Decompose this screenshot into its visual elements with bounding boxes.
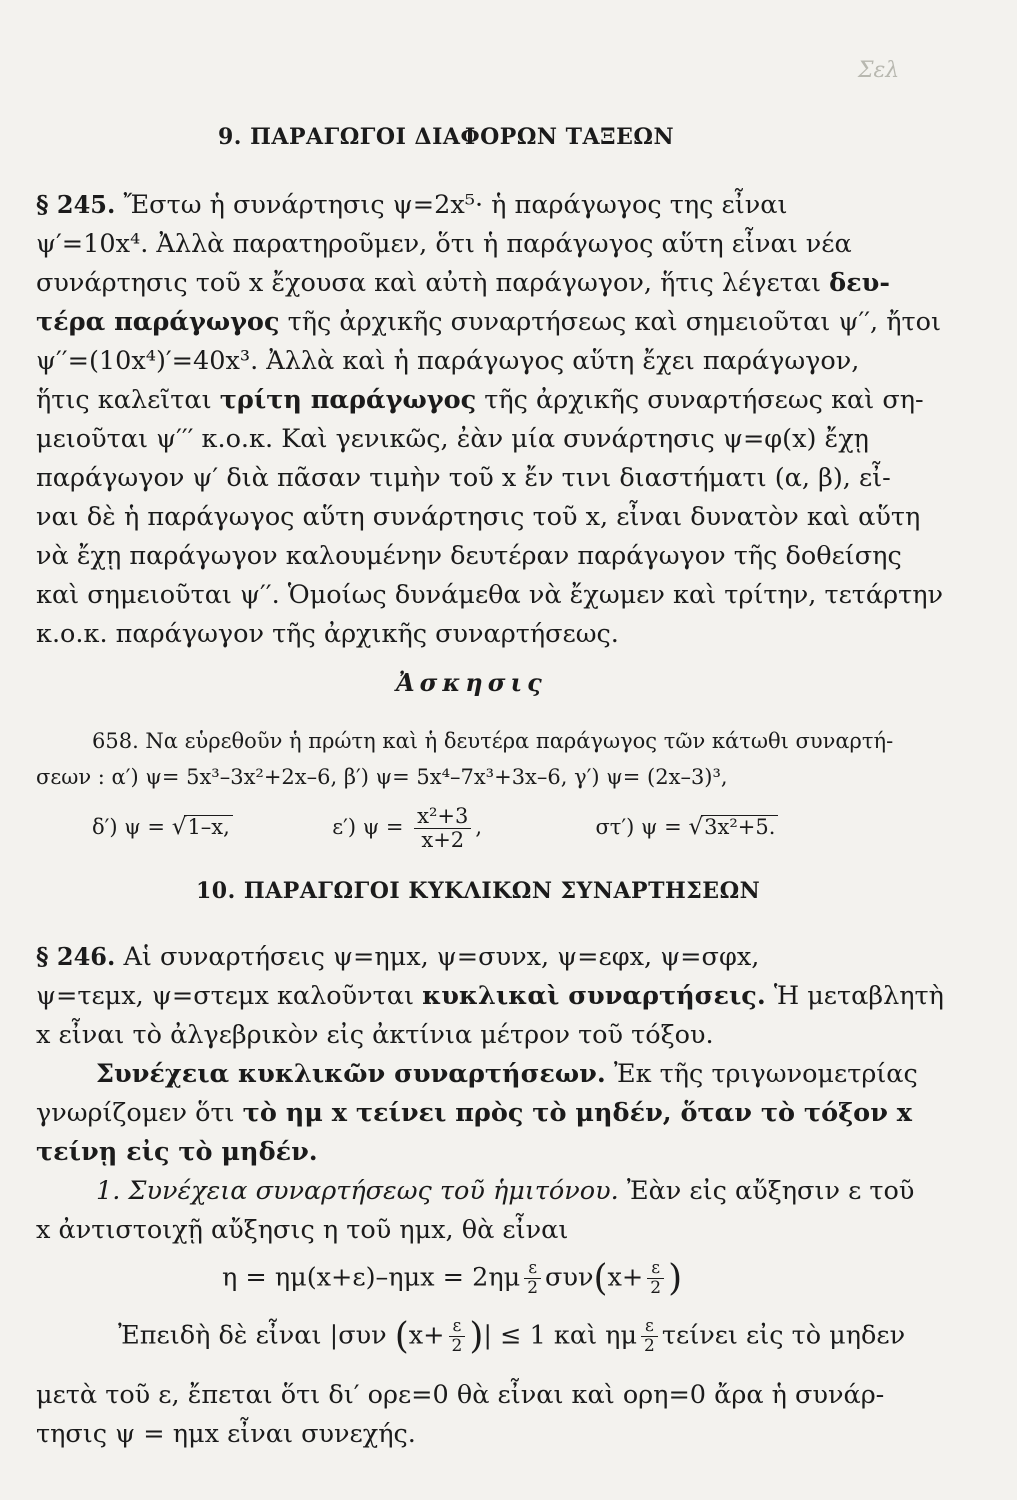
- exercise-d-radicand: 1–x,: [184, 815, 232, 838]
- section-9-heading: 9. ΠΑΡΑΓΩΓΟΙ ΔΙΑΦΟΡΩΝ ΤΑΞΕΩΝ: [218, 124, 675, 150]
- exercise-e-fraction: [414, 805, 471, 852]
- s9-line-6: ἥτις καλεῖται τρίτη παράγωγος τῆς ἀρχικῆς συναρτήσεως καὶ ση-: [36, 385, 924, 415]
- s9-line-12: κ.ο.κ. παράγωγον τῆς ἀρχικῆς συναρτήσεως.: [36, 619, 619, 649]
- s9-line-7: μειοῦται ψ′′′ κ.ο.κ. Καὶ γενικῶς, ἐὰν μία συνάρτησις ψ=φ(x) ἔχῃ: [36, 424, 869, 454]
- exercise-658-intro: 658. Να εὑρεθοῦν ἡ πρώτη καὶ ἡ δευτέρα παράγωγος τῶν κάτωθι συναρτή-: [92, 729, 894, 753]
- exercise-e-comma: ,: [475, 815, 483, 840]
- s10-p2-line-1: Συνέχεια κυκλικῶν συναρτήσεων. Ἐκ τῆς τριγωνομετρίας: [96, 1059, 918, 1089]
- exercise-658-line3: [92, 805, 892, 852]
- s9-line-1-text: Ἔστω ἡ συνάρτησις ψ=2x⁵· ἡ παράγωγος της εἶναι: [123, 190, 788, 220]
- bold-term-triti: τρίτη παράγωγος: [219, 385, 477, 415]
- s9-line-5: ψ′′=(10x⁴)′=40x³. Ἀλλὰ καὶ ἡ παράγωγος αὕτη ἔχει παράγωγον,: [36, 346, 860, 376]
- exercise-e-numerator: x²+3: [414, 805, 471, 829]
- s9-line-11: καὶ σημειοῦται ψ′′. Ὁμοίως δυνάμεθα νὰ ἔχωμεν καὶ τρίτην, τετάρτην: [36, 580, 943, 610]
- s10-p3-line-2: x ἀντιστοιχῇ αὔξησις η τοῦ ημx, θὰ εἶναι: [36, 1215, 569, 1245]
- sqrt-icon: √: [171, 814, 187, 841]
- formula-2: Ἐπειδὴ δὲ εἶναι |συν (x+ $\frac{\varepsilon}{2}$ )| ≤ 1 καὶ ημ $\frac{\varepsilon}{2}$ τείνει εἰς τὸ μηδεν: [118, 1316, 906, 1357]
- exercise-st-radicand: 3x²+5.: [701, 815, 778, 838]
- s10-p4-line-2: τησις ψ = ημx εἶναι συνεχής.: [36, 1419, 416, 1449]
- s10-p1-line-3: x εἶναι τὸ ἀλγεβρικὸν εἰς ἀκτίνια μέτρον τοῦ τόξου.: [36, 1020, 714, 1050]
- s9-line-1: § 245. Ἔστω ἡ συνάρτησις ψ=2x⁵· ἡ παράγωγος της εἶναι: [36, 190, 788, 220]
- s10-p3-line-1: 1. Συνέχεια συναρτήσεως τοῦ ἡμιτόνου. Ἐὰν εἰς αὔξησιν ε τοῦ: [96, 1176, 915, 1206]
- s9-line-8: παράγωγον ψ′ διὰ πᾶσαν τιμὴν τοῦ x ἔν τινι διαστήματι (α, β), εἶ-: [36, 463, 891, 493]
- s10-p4-line-1: μετὰ τοῦ ε, ἔπεται ὅτι δι′ ορε=0 θὰ εἶναι καὶ ορη=0 ἄρα ἡ συνάρ-: [36, 1380, 885, 1410]
- s9-line-10: νὰ ἔχῃ παράγωγον καλουμένην δευτέραν παράγωγον τῆς δοθείσης: [36, 541, 902, 571]
- s10-p1-line-1-text: Αἱ συναρτήσεις ψ=ημx, ψ=συνx, ψ=εφx, ψ=σφx,: [123, 942, 760, 972]
- sqrt-icon: √: [688, 814, 704, 841]
- s9-line-4: τέρα παράγωγος τῆς ἀρχικῆς συναρτήσεως καὶ σημειοῦται ψ′′, ἤτοι: [36, 307, 941, 337]
- s10-p2-line-3-text: τείνῃ εἰς τὸ μηδέν.: [36, 1137, 318, 1167]
- formula-1-lhs: η = ημ(x+ε)–ημx = 2ημ: [222, 1262, 521, 1293]
- bold-term-deutera: τέρα παράγωγος: [36, 307, 280, 337]
- s10-p1-line-1: § 246. Αἱ συναρτήσεις ψ=ημx, ψ=συνx, ψ=εφx, ψ=σφx,: [36, 942, 760, 972]
- s10-p2-line-3: [36, 1137, 318, 1167]
- s9-line-9: ναι δὲ ἡ παράγωγος αὕτη συνάρτησις τοῦ x, εἶναι δυνατὸν καὶ αὕτη: [36, 502, 921, 532]
- formula-1-frac2: $\frac{\varepsilon}{2}$: [647, 1259, 664, 1297]
- formula-1-frac: $\frac{\varepsilon}{2}$: [524, 1259, 541, 1297]
- formula-1: η = ημ(x+ε)–ημx = 2ημ $\frac{\varepsilon}{2}$ συν(x+ $\frac{\varepsilon}{2}$ ): [222, 1258, 683, 1299]
- formula-1-mid: συν: [545, 1262, 594, 1293]
- page-number: Σελ: [858, 58, 900, 83]
- bold-term-deu: δευ-: [829, 268, 890, 298]
- exercises-title: Ἀσκησις: [396, 668, 547, 697]
- exercise-658-line2: σεων : α′) ψ= 5x³–3x²+2x–6, β′) ψ= 5x⁴–7x³+3x–6, γ′) ψ= (2x–3)³,: [36, 765, 728, 789]
- s9-line-3: συνάρτησις τοῦ x ἔχουσα καὶ αὐτὴ παράγωγον, ἥτις λέγεται δευ-: [36, 268, 890, 298]
- exercise-e-denominator: x+2: [421, 828, 465, 853]
- s10-p1-line-2: ψ=τεμx, ψ=στεμx καλοῦνται κυκλικαὶ συναρτήσεις. Ἡ μεταβλητὴ: [36, 981, 944, 1011]
- exercise-d-label: δ′) ψ =: [92, 815, 166, 840]
- exercise-st-label: στ′) ψ =: [595, 815, 682, 840]
- s9-line-2: ψ′=10x⁴. Ἀλλὰ παρατηροῦμεν, ὅτι ἡ παράγωγος αὕτη εἶναι νέα: [36, 229, 852, 259]
- exercise-e-label: ε′) ψ =: [332, 815, 404, 840]
- s10-p2-line-2: γνωρίζομεν ὅτι τὸ ημ x τείνει πρὸς τὸ μηδέν, ὅταν τὸ τόξον x: [36, 1098, 912, 1128]
- section-10-heading: 10. ΠΑΡΑΓΩΓΟΙ ΚΥΚΛΙΚΩΝ ΣΥΝΑΡΤΗΣΕΩΝ: [196, 878, 761, 904]
